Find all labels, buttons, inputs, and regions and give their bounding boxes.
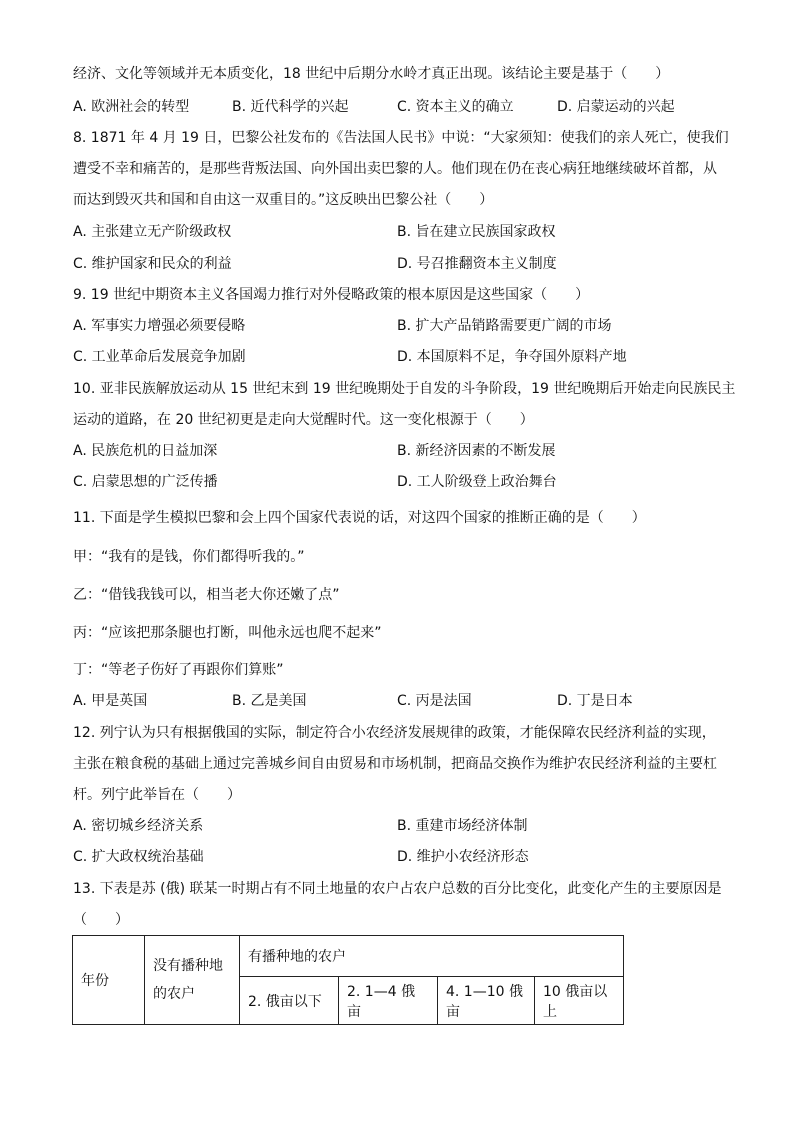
no-land-label-line2: 的农户	[153, 986, 195, 1002]
table-subheader-4-10: 4. 1—10 俄亩	[438, 977, 535, 1025]
q12-option-c: C. 扩大政权统治基础	[73, 849, 204, 865]
q10-stem-line1: 10. 亚非民族解放运动从 15 世纪末到 19 世纪晚期处于自发的斗争阶段，19 世纪晚期后开始走向民族民主	[73, 381, 736, 397]
table-header-has-land: 有播种地的农户	[240, 936, 624, 977]
q9-option-c: C. 工业革命后发展竞争加剧	[73, 349, 246, 365]
q12-option-a: A. 密切城乡经济关系	[73, 818, 204, 834]
q10-option-a: A. 民族危机的日益加深	[73, 443, 218, 459]
q11-option-c: C. 丙是法国	[397, 693, 472, 709]
q8-stem-line1: 8. 1871 年 4 月 19 日，巴黎公社发布的《告法国人民书》中说：“大家须知：使我们的亲人死亡，使我们	[73, 130, 729, 146]
q8-option-b: B. 旨在建立民族国家政权	[397, 224, 556, 240]
no-land-label-line1: 没有播种地	[153, 958, 223, 974]
q12-stem-line3: 杆。列宁此举旨在（ ）	[73, 787, 241, 803]
q11-stem: 11. 下面是学生模拟巴黎和会上四个国家代表说的话，对这四个国家的推断正确的是（ ）	[73, 510, 646, 526]
q9-stem: 9. 19 世纪中期资本主义各国竭力推行对外侵略政策的根本原因是这些国家（ ）	[73, 287, 590, 303]
q11-quote-yi: 乙：“借钱我钱可以，相当老大你还嫩了点”	[73, 587, 340, 603]
q10-stem-line2: 运动的道路，在 20 世纪初更是走向大觉醒时代。这一变化根源于（ ）	[73, 412, 534, 428]
q12-option-b: B. 重建市场经济体制	[397, 818, 528, 834]
q11-quote-jia: 甲：“我有的是钱，你们都得听我的。”	[73, 549, 305, 565]
q11-quote-ding: 丁：“等老子伤好了再跟你们算账”	[73, 662, 284, 678]
q10-option-c: C. 启蒙思想的广泛传播	[73, 474, 218, 490]
q11-option-a: A. 甲是英国	[73, 693, 148, 709]
table-subheader-over-10: 10 俄亩以上	[535, 977, 624, 1025]
q12-stem-line1: 12. 列宁认为只有根据俄国的实际，制定符合小农经济发展规律的政策，才能保障农民经济利益的实现，	[73, 725, 716, 741]
table-subheader-2-4: 2. 1—4 俄亩	[339, 977, 438, 1025]
q7-option-b: B. 近代科学的兴起	[232, 99, 349, 115]
q12-stem-line2: 主张在粮食税的基础上通过完善城乡间自由贸易和市场机制，把商品交换作为维护农民经济利益的主要杠	[73, 756, 717, 772]
q8-option-c: C. 维护国家和民众的利益	[73, 256, 232, 272]
q13-stem-line2: （ ）	[73, 912, 129, 928]
land-distribution-table	[72, 935, 624, 1025]
q9-option-b: B. 扩大产品销路需要更广阔的市场	[397, 318, 612, 334]
q11-option-b: B. 乙是美国	[232, 693, 307, 709]
q8-option-a: A. 主张建立无产阶级政权	[73, 224, 232, 240]
table-header-no-land	[145, 936, 240, 1025]
q12-option-d: D. 维护小农经济形态	[397, 849, 529, 865]
table-subheader-under-2: 2. 俄亩以下	[240, 977, 339, 1025]
q11-quote-bing: 丙：“应该把那条腿也打断，叫他永远也爬不起来”	[73, 625, 382, 641]
q10-option-d: D. 工人阶级登上政治舞台	[397, 474, 557, 490]
q9-option-d: D. 本国原料不足，争夺国外原料产地	[397, 349, 627, 365]
q9-option-a: A. 军事实力增强必须要侵略	[73, 318, 246, 334]
q8-option-d: D. 号召推翻资本主义制度	[397, 256, 557, 272]
q7-option-d: D. 启蒙运动的兴起	[557, 99, 675, 115]
q13-stem-line1: 13. 下表是苏 (俄) 联某一时期占有不同土地量的农户占农户总数的百分比变化，此变化产生的主要原因是	[73, 881, 722, 897]
q7-option-a: A. 欧洲社会的转型	[73, 99, 190, 115]
q8-stem-line2: 遭受不幸和痛苦的，是那些背叛法国、向外国出卖巴黎的人。他们现在仍在丧心病狂地继续破坏首都，从	[73, 161, 717, 177]
q8-stem-line3: 而达到毁灭共和国和自由这一双重目的。”这反映出巴黎公社（ ）	[73, 192, 494, 208]
q7-option-c: C. 资本主义的确立	[397, 99, 514, 115]
q10-option-b: B. 新经济因素的不断发展	[397, 443, 556, 459]
prev-question-tail: 经济、文化等领域并无本质变化，18 世纪中后期分水岭才真正出现。该结论主要是基于（ ）	[73, 66, 670, 82]
q11-option-d: D. 丁是日本	[557, 693, 633, 709]
table-header-year: 年份	[73, 936, 145, 1025]
